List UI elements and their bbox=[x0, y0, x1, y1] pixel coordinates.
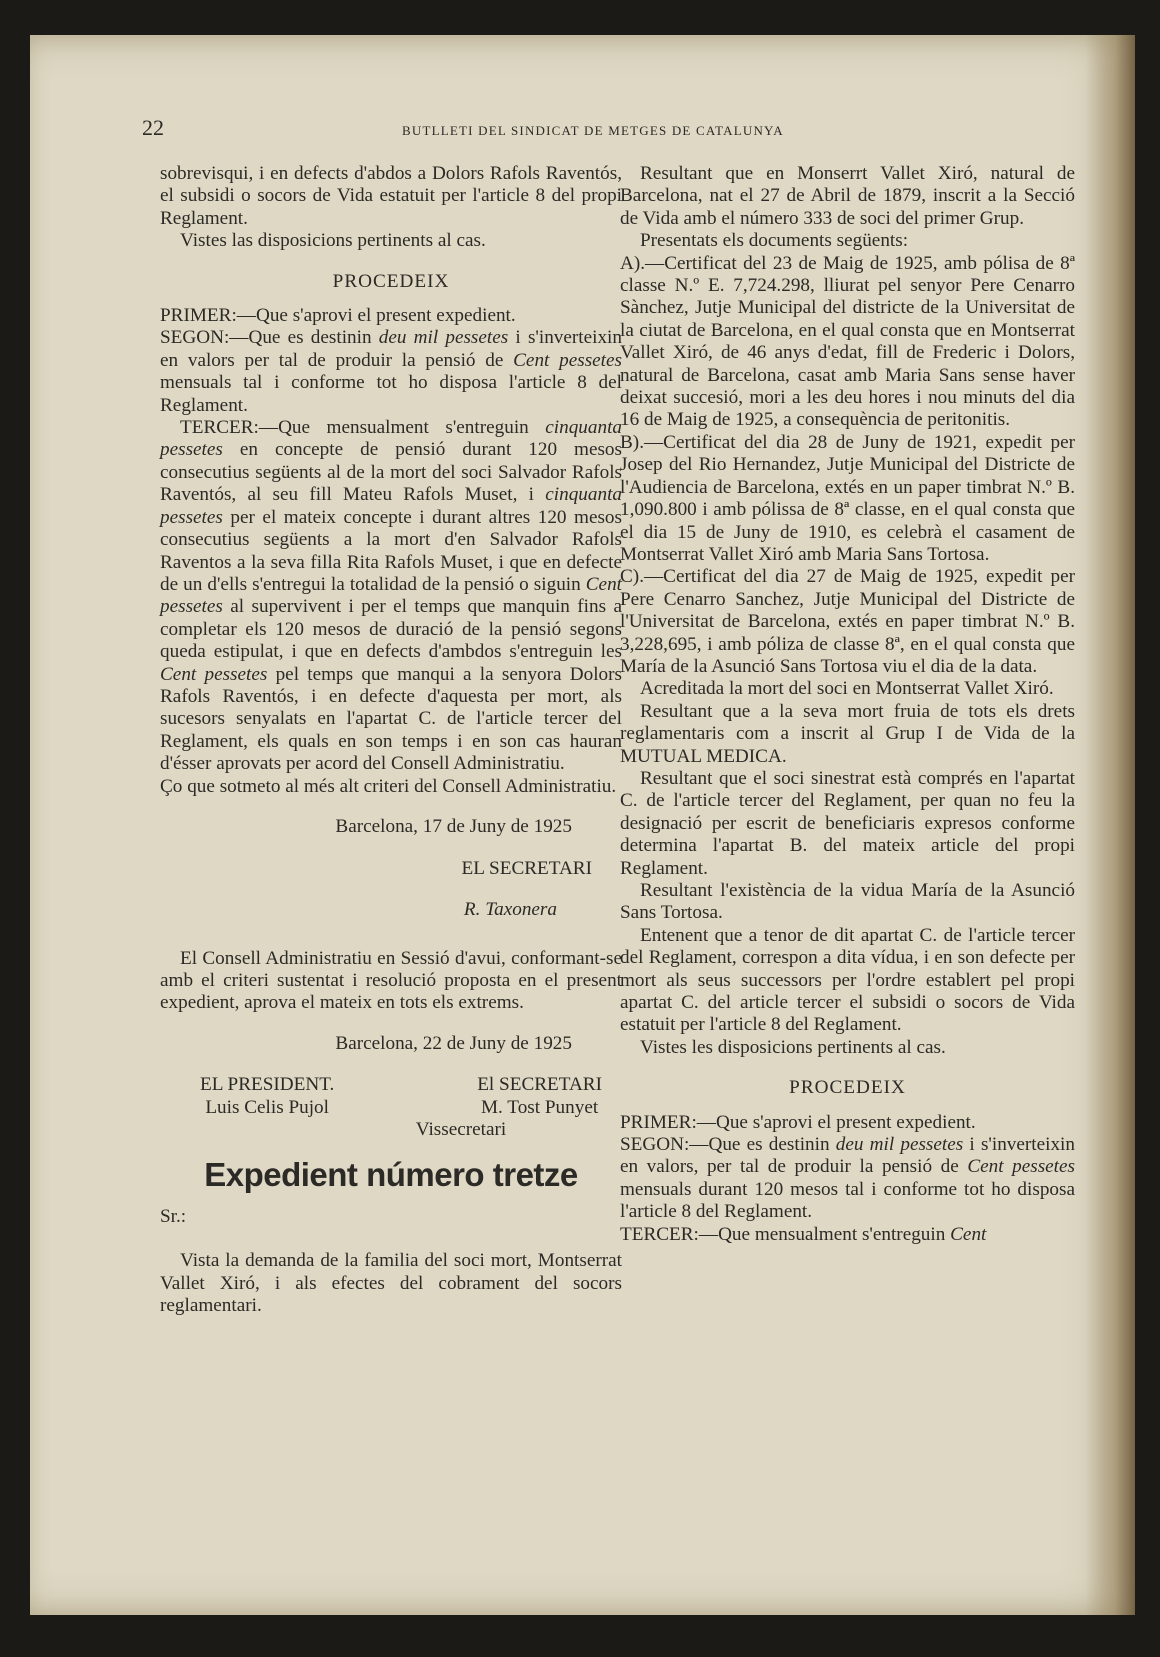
paragraph: Vista la demanda de la familia del soci mort, Montserrat Vallet Xiró, i als efectes del cobrament del socors reglamentari. bbox=[160, 1250, 622, 1317]
resolution-primer: PRIMER:—Que s'aprovi el present expedient. bbox=[620, 1111, 976, 1133]
paragraph: Resultant que a la seva mort fruia de tots els drets reglamentaris com a inscrit al Grup I de Vida de la MUTUAL MEDICA. bbox=[620, 700, 1075, 767]
resolution-segon: SEGON:—Que es destinin deu mil pessetes i s'inverteixin en valors, per tal de produir la pensió de Cent pessetes mensuals durant 120 mesos tal i conforme tot ho disposa l'article 8 del Reglament. bbox=[620, 1134, 1076, 1223]
section-heading: PROCEDEIX bbox=[789, 1077, 906, 1099]
signatures-row bbox=[160, 1074, 622, 1119]
signature-title: EL PRESIDENT. bbox=[200, 1074, 335, 1096]
section-heading: PROCEDEIX bbox=[332, 270, 450, 292]
running-header bbox=[142, 115, 1092, 145]
page-number: 22 bbox=[142, 115, 164, 140]
secretary-signature bbox=[477, 1074, 602, 1119]
place-date: Barcelona, 22 de Juny de 1925 bbox=[335, 1032, 572, 1054]
paragraph: sobrevisqui, i en defects d'abdos a Dolors Rafols Raventós, el subsidi o socors de Vida estatuit per l'article 8 del propi Reglament. bbox=[160, 163, 622, 229]
resolution-tercer: TERCER:—Que mensualment s'entreguin cinquanta pessetes en concepte de pensió durant 120 mesos consecutius següents al de la mort del soci Salvador Rafols Raventós, al seu fill Mateu Rafols Muset, i cinquanta pessetes per el mateix concepte i durant altres 120 mesos consecutius següents a la mort d'en Salvador Rafols Raventos a la seva filla Rita Rafols Muset, i que en defecte de un d'ells s'entregui la totalidad de la pensió o siguin Cent pessetes al supervivent i per el temps que manquin fins a completar els 120 mesos de duració de la pensió segons queda estipulat, i que en defects d'ambdos s'entreguin les Cent pessetes pel temps que manqui a la senyora Dolors Rafols Raventós, i en defecte d'aquesta per mort, als sucesors senyalats en l'apartat C. de l'article tercer del Reglament, els quals en son temps i en son cas hauran d'ésser aprovats per acord del Consell Administratiu. bbox=[160, 417, 623, 775]
paragraph: Resultant que en Monserrt Vallet Xiró, natural de Barcelona, nat el 27 de Abril de 1879, inscrit a la Secció de Vida amb el número 333 de soci del primer Grup. bbox=[620, 163, 1075, 229]
signature-name: R. Taxonera bbox=[463, 899, 557, 921]
right-column bbox=[620, 163, 1075, 1246]
president-signature bbox=[200, 1074, 334, 1119]
resolution-primer: PRIMER:—Que s'aprovi el present expedient. bbox=[160, 305, 516, 327]
vice-secretary-label: Vissecretari bbox=[415, 1119, 507, 1141]
document-b: B).—Certificat del dia 28 de Juny de 1921, expedit per Josep del Rio Hernandez, Jutje Municipal del Districte de l'Audiencia de Barcelona, extés en un paper timbrat N.º B. 1,090.800 i amb pólissa de 8ª classe, en el qual consta que el dia 15 de Juny de 1910, es celebrà el casament de Montserrat Vallet Xiró amb Maria Sans Tortosa. bbox=[620, 431, 1075, 565]
resolution-tercer: TERCER:—Que mensualment s'entreguin Cent bbox=[620, 1223, 987, 1245]
left-column bbox=[160, 163, 622, 1318]
document-a: A).—Certificat del 23 de Maig de 1925, amb pólisa de 8ª classe N.º E. 7,724.298, lliurat pel senyor Pere Cenarro Sànchez, Jutje Municipal del districte de la Universitat de la ciutat de Barcelona, en el qual consta que en Montserrat Vallet Xiró, de 46 anys d'edat, fill de Frederic i Dolors, natural de Barcelona, casat amb Maria Sans sense haver deixat succesió, mori a les deu hores i nou minuts del dia 16 de Maig de 1925, a consequència de peritonitis. bbox=[620, 252, 1075, 431]
page bbox=[30, 35, 1135, 1615]
expedient-title: Expedient número tretze bbox=[204, 1155, 578, 1193]
salutation: Sr.: bbox=[160, 1206, 187, 1227]
paragraph: Vistes las disposicions pertinents al cas. bbox=[180, 230, 486, 252]
place-date: Barcelona, 17 de Juny de 1925 bbox=[335, 815, 572, 837]
resolution-segon: SEGON:—Que es destinin deu mil pessetes i s'inverteixin en valors per tal de produir la pensió de Cent pessetes mensuals tal i conforme tot ho disposa l'article 8 del Reglament. bbox=[160, 327, 622, 416]
journal-title: BUTLLETI DEL SINDICAT DE METGES DE CATALUNYA bbox=[402, 123, 784, 138]
signature-name: M. Tost Punyet bbox=[481, 1096, 599, 1118]
signature-title: EL SECRETARI bbox=[461, 857, 592, 879]
signature-name: Luis Celis Pujol bbox=[205, 1096, 329, 1118]
signature-title: El SECRETARI bbox=[477, 1074, 602, 1096]
paragraph: Presentats els documents següents: bbox=[640, 230, 909, 252]
book-spine-shadow bbox=[1085, 35, 1135, 1615]
paragraph: Acreditada la mort del soci en Montserrat Vallet Xiró. bbox=[640, 678, 1054, 700]
paragraph: Entenent que a tenor de dit apartat C. de l'article tercer del Reglament, correspon a dita vídua, i en son defecte per mort als seus successors per l'ordre establert pel propi apartat C. del article tercer el subsidi o socors de Vida estatuit per l'article 8 del Reglament. bbox=[620, 924, 1075, 1036]
document-c: C).—Certificat del dia 27 de Maig de 1925, expedit per Pere Cenarro Sanchez, Jutje Municipal del Districte de l'Universitat de Barcelona, extés en paper timbrat N.º B. 3,228,695, i amb póliza de classe 8ª, en el qual consta que María de la Asunció Sans Tortosa viu el dia de la data. bbox=[620, 566, 1075, 677]
paragraph: El Consell Administratiu en Sessió d'avui, conformant-se amb el criteri sustentat i resolució proposta en el present expedient, aprova el mateix en tots els extrems. bbox=[160, 947, 622, 1014]
paragraph: Resultant que el soci sinestrat està comprés en l'apartat C. de l'article tercer del Reglament, per quan no feu la designació per escrit de beneficiaris expresos conforme determina l'apartat B. del mateix article del propi Reglament. bbox=[620, 767, 1075, 879]
paragraph: Vistes les disposicions pertinents al cas. bbox=[640, 1036, 946, 1058]
paragraph: Ço que sotmeto al més alt criteri del Consell Administratiu. bbox=[160, 775, 617, 797]
paragraph: Resultant l'existència de la vidua María de la Asunció Sans Tortosa. bbox=[620, 880, 1075, 924]
